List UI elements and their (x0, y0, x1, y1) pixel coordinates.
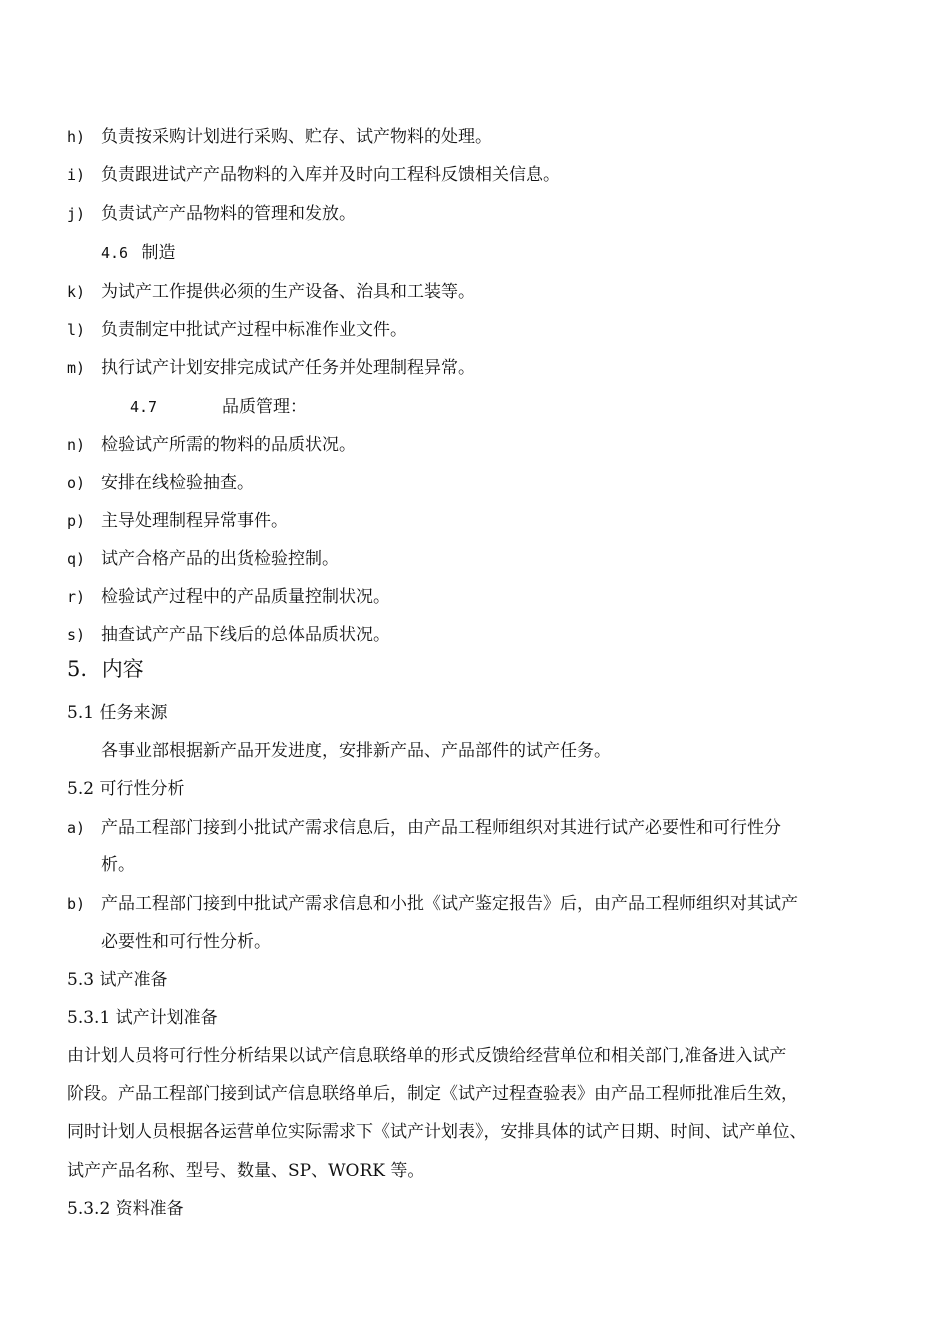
list-text: 为试产工作提供必须的生产设备、治具和工装等。 (101, 282, 475, 302)
paragraph: 各事业部根据新产品开发进度，安排新产品、产品部件的试产任务。 (101, 741, 611, 761)
list-marker: m) (67, 359, 86, 377)
section-heading-5-3-2: 5.3.2 资料准备 (67, 1199, 184, 1219)
paragraph-line: 同时计划人员根据各运营单位实际需求下《试产计划表》，安排具体的试产日期、时间、试产单位、 (67, 1122, 807, 1142)
list-marker: a) (67, 819, 86, 837)
list-marker: r) (67, 588, 86, 606)
list-marker: k) (67, 283, 86, 301)
section-heading-5 (67, 656, 144, 682)
paragraph-line: 试产产品名称、型号、数量、SP、WORK 等。 (67, 1161, 425, 1181)
list-marker: b) (67, 895, 86, 913)
list-text: 执行试产计划安排完成试产任务并处理制程异常。 (101, 358, 475, 378)
list-text: 产品工程部门接到小批试产需求信息后，由产品工程师组织对其进行试产必要性和可行性分 (101, 818, 781, 838)
section-title: 制造 (141, 243, 176, 263)
list-marker: l) (67, 321, 86, 339)
list-text: 产品工程部门接到中批试产需求信息和小批《试产鉴定报告》后，由产品工程师组织对其试产 (101, 894, 798, 914)
list-marker: i) (67, 166, 86, 184)
paragraph-line: 阶段。产品工程部门接到试产信息联络单后，制定《试产过程查验表》由产品工程师批准后生效， (67, 1084, 798, 1104)
list-text: 负责制定中批试产过程中标准作业文件。 (101, 320, 407, 340)
list-text: 检验试产所需的物料的品质状况。 (101, 435, 356, 455)
list-text-continued: 析。 (101, 855, 135, 875)
section-heading-4-7 (130, 396, 307, 418)
list-marker: s) (67, 626, 86, 644)
paragraph-line: 由计划人员将可行性分析结果以试产信息联络单的形式反馈给经营单位和相关部门,准备进入试产 (67, 1046, 787, 1066)
section-title: 品质管理： (222, 397, 307, 417)
list-marker: p) (67, 512, 86, 530)
list-marker: o) (67, 474, 86, 492)
list-text: 抽查试产产品下线后的总体品质状况。 (101, 625, 390, 645)
section-heading-5-3-1: 5.3.1 试产计划准备 (67, 1008, 218, 1028)
section-heading-4-6 (101, 242, 176, 264)
list-text: 主导处理制程异常事件。 (101, 511, 288, 531)
list-marker: n) (67, 436, 86, 454)
section-number: 4.7 (130, 398, 158, 416)
section-heading-5-1: 5.1 任务来源 (67, 703, 168, 723)
list-text: 负责试产产品物料的管理和发放。 (101, 204, 356, 224)
list-text: 负责按采购计划进行采购、贮存、试产物料的处理。 (101, 127, 492, 147)
list-text: 试产合格产品的出货检验控制。 (101, 549, 339, 569)
list-text: 检验试产过程中的产品质量控制状况。 (101, 587, 390, 607)
list-marker: q) (67, 550, 86, 568)
section-number: 4.6 (101, 244, 129, 262)
section-heading-5-3: 5.3 试产准备 (67, 970, 168, 990)
list-marker: h) (67, 128, 86, 146)
list-text: 负责跟进试产产品物料的入库并及时向工程科反馈相关信息。 (101, 165, 560, 185)
list-marker: j) (67, 205, 86, 223)
list-text-continued: 必要性和可行性分析。 (101, 932, 271, 952)
list-text: 安排在线检验抽查。 (101, 473, 254, 493)
section-heading-5-2: 5.2 可行性分析 (67, 779, 185, 799)
section-number: 5. (67, 657, 88, 681)
section-title: 内容 (101, 657, 144, 681)
